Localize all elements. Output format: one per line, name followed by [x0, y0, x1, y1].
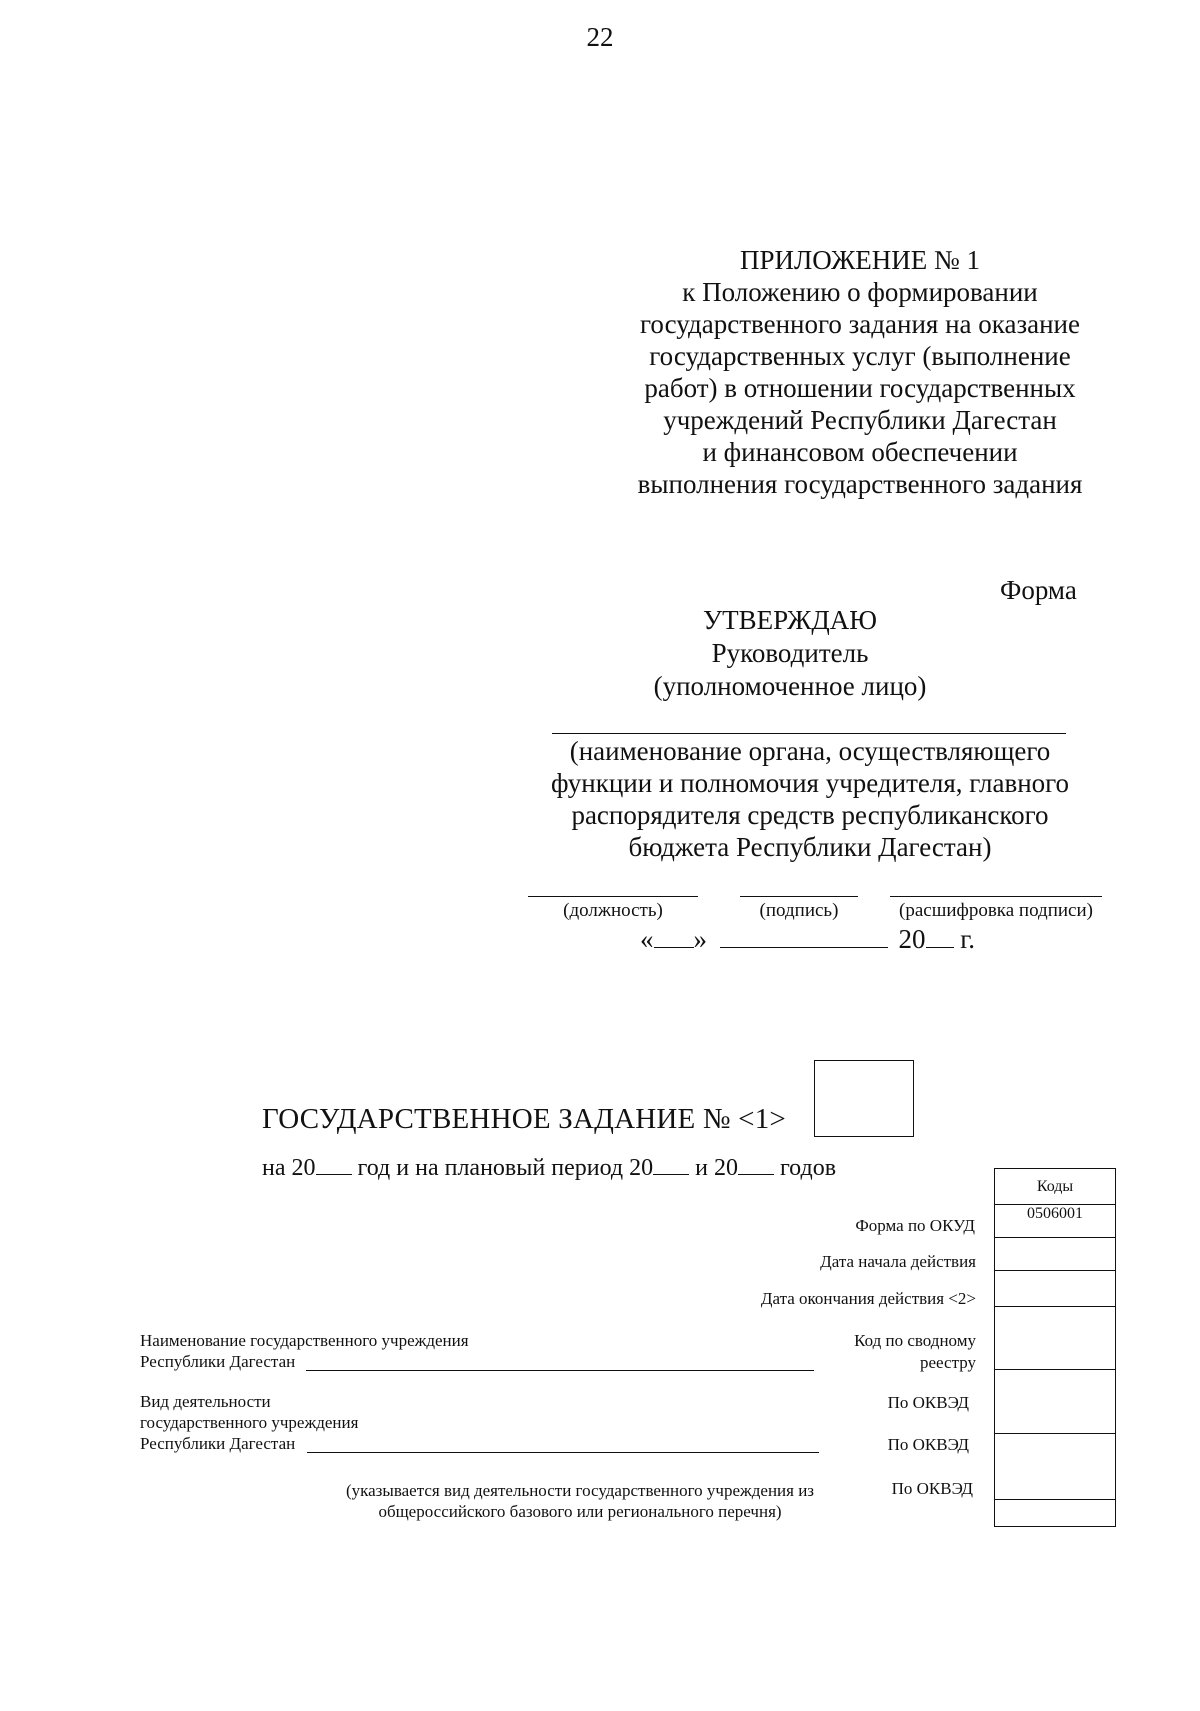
okved-cell-3[interactable] [995, 1500, 1116, 1527]
position-caption: (должность) [563, 900, 663, 921]
date-close-quote: » [693, 924, 707, 954]
okved-label-1: По ОКВЭД [887, 1393, 969, 1412]
page-number: 22 [586, 22, 614, 52]
end-date-label: Дата окончания действия <2> [760, 1289, 976, 1308]
org-caption [520, 735, 1100, 863]
appendix-line: работ) в отношении государственных [644, 373, 1076, 403]
document-title: ГОСУДАРСТВЕННОЕ ЗАДАНИЕ № <1> [262, 1103, 786, 1135]
appendix-line: к Положению о формировании [682, 277, 1038, 307]
activity-label-line2: государственного учреждения [140, 1413, 359, 1432]
registry-label-line2: реестру [920, 1353, 976, 1372]
appendix-line: ПРИЛОЖЕНИЕ № 1 [739, 245, 981, 275]
plan-year2-blank[interactable] [738, 1152, 774, 1175]
period-suffix: годов [779, 1155, 837, 1181]
registry-code-cell[interactable] [995, 1307, 1116, 1370]
position-line[interactable] [528, 896, 698, 897]
date-year-blank[interactable] [926, 925, 954, 948]
institution-name-label-line1: Наименование государственного учреждения [140, 1331, 469, 1350]
appendix-line: государственных услуг (выполнение [649, 341, 1071, 371]
registry-label-line1: Код по сводному [854, 1331, 976, 1350]
activity-note [310, 1480, 850, 1522]
period-mid1: год и на плановый период 20 [357, 1155, 654, 1181]
period-line [262, 1152, 836, 1182]
activity-field[interactable] [307, 1452, 819, 1453]
org-caption-line: функции и полномочия учредителя, главного [550, 768, 1070, 798]
appendix-line: учреждений Республики Дагестан [663, 405, 1057, 435]
codes-header: Коды [995, 1169, 1116, 1205]
document-number-box[interactable] [814, 1060, 914, 1137]
okved-label-3: По ОКВЭД [891, 1479, 973, 1498]
org-caption-line: бюджета Республики Дагестан) [628, 832, 992, 862]
activity-label-line1: Вид деятельности [140, 1392, 271, 1411]
okved-label-2: По ОКВЭД [887, 1435, 969, 1454]
decoding-line[interactable] [890, 896, 1102, 897]
decoding-caption: (расшифровка подписи) [899, 900, 1093, 921]
date-day-blank[interactable] [654, 925, 694, 948]
appendix-line: выполнения государственного задания [637, 469, 1083, 499]
start-date-label: Дата начала действия [820, 1252, 976, 1271]
org-caption-line: распорядителя средств республиканского [571, 800, 1049, 830]
period-year-blank[interactable] [316, 1152, 352, 1175]
signature-caption: (подпись) [759, 900, 839, 921]
approval-date [640, 924, 975, 955]
plan-year1-blank[interactable] [653, 1152, 689, 1175]
appendix-header [600, 244, 1120, 500]
activity-note-line: общероссийского базового или регионального перечня) [378, 1502, 782, 1521]
codes-table [994, 1168, 1116, 1527]
approval-block [530, 604, 1050, 703]
date-month-blank[interactable] [720, 925, 888, 948]
institution-name-field[interactable] [306, 1370, 814, 1371]
form-label: Форма [1000, 575, 1077, 605]
okud-code-cell: 0506001 [995, 1205, 1116, 1238]
okved-cell-1[interactable] [995, 1370, 1116, 1434]
end-date-cell[interactable] [995, 1271, 1116, 1307]
period-mid2: и 20 [695, 1155, 738, 1181]
org-name-line[interactable] [552, 733, 1066, 734]
date-year-suffix: г. [960, 924, 976, 954]
activity-note-line: (указывается вид деятельности государственного учреждения из [345, 1481, 815, 1500]
org-caption-line: (наименование органа, осуществляющего [569, 736, 1051, 766]
approval-title: УТВЕРЖДАЮ [702, 605, 878, 635]
activity-label-line3: Республики Дагестан [140, 1434, 296, 1453]
signature-line[interactable] [740, 896, 858, 897]
period-prefix: на 20 [262, 1155, 316, 1181]
start-date-cell[interactable] [995, 1238, 1116, 1271]
appendix-line: государственного задания на оказание [640, 309, 1080, 339]
okud-label: Форма по ОКУД [855, 1216, 975, 1235]
institution-name-label-line2: Республики Дагестан [140, 1352, 296, 1371]
appendix-line: и финансовом обеспечении [702, 437, 1018, 467]
okved-cell-2[interactable] [995, 1434, 1116, 1500]
date-open-quote: « [640, 924, 654, 954]
approval-role: Руководитель [711, 638, 869, 668]
approval-role-note: (уполномоченное лицо) [653, 671, 927, 701]
date-year-prefix: 20 [898, 924, 926, 954]
